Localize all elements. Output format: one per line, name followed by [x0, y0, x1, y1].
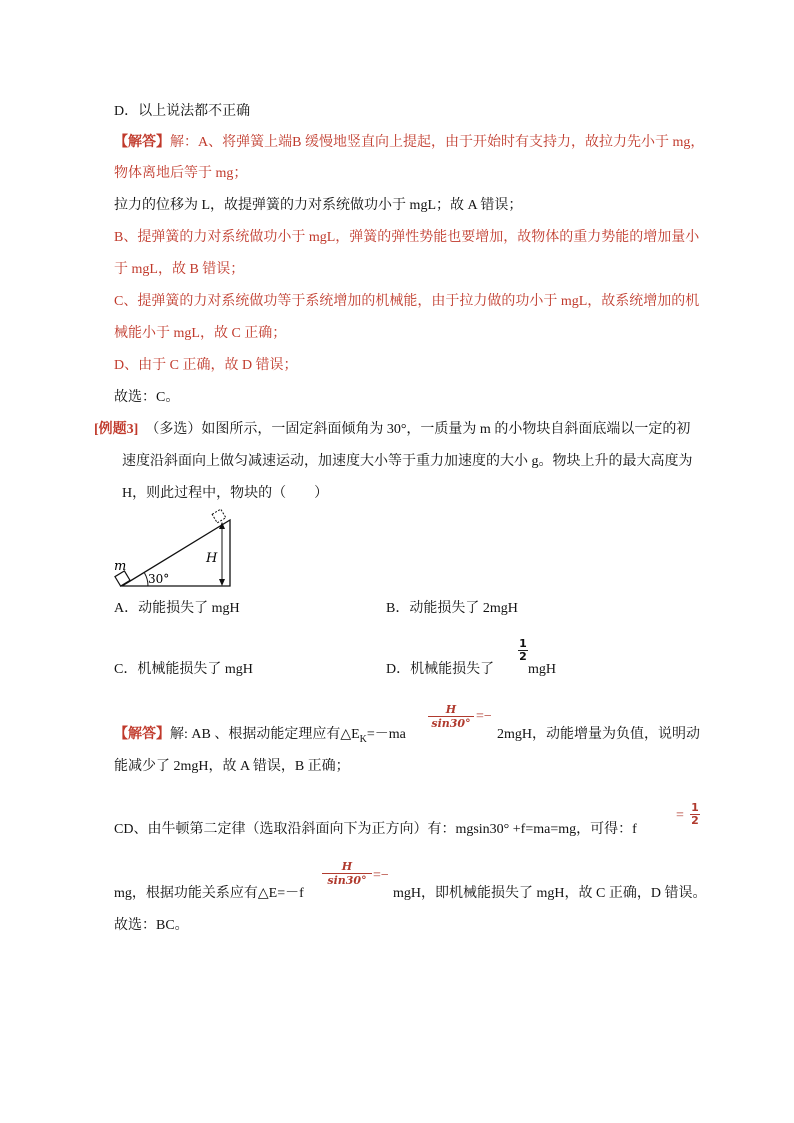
answer-2-text-c: 2mgH，动能增量为负值，说明动 — [497, 727, 700, 742]
half-fraction — [690, 802, 700, 827]
eq-minus-2: =− — [373, 868, 389, 883]
answer-1-line-3: 拉力的位移为 L，故提弹簧的力对系统做功小于 mgL；故 A 错误； — [114, 198, 523, 213]
option-d: D．机械能损失了 — [386, 662, 495, 677]
answer-2-line-2: 能减少了 2mgH，故 A 错误，B 正确； — [114, 759, 350, 774]
fraction-h-sin30-1 — [428, 703, 474, 730]
half-numerator: 1 — [691, 801, 699, 814]
answer-1-line-7: 械能小于 mgL，故 C 正确； — [114, 326, 287, 341]
block-top — [212, 509, 226, 523]
answer-1-line-6: C、提弹簧的力对系统做功等于系统增加的机械能，由于拉力做的功小于 mgL，故系统增加的机 — [114, 294, 700, 309]
answer-2-line-4-end: mgH，即机械能损失了 mgH，故 C 正确，D 错误。 — [393, 886, 707, 901]
option-c: C．机械能损失了 mgH — [114, 662, 253, 677]
half-denominator: 2 — [691, 814, 699, 827]
angle-label: 30° — [148, 572, 170, 586]
eq-half: = — [676, 808, 684, 823]
fraction-2-denominator: sin30° — [327, 874, 367, 887]
option-d-fraction — [518, 638, 528, 663]
answer-1-line-8: D、由于 C 正确，故 D 错误； — [114, 358, 298, 373]
fraction-h-sin30-2 — [322, 860, 372, 887]
question-text-1: （多选）如图所示，一固定斜面倾角为 30°，一质量为 m 的小物块自斜面底端以一定的初 — [145, 422, 691, 437]
option-d-previous: D．以上说法都不正确 — [114, 104, 251, 119]
answer-2-text-b: =－ma — [366, 727, 406, 742]
example-label: [例题3] — [94, 422, 139, 437]
answer-2-line-4: mg，根据功能关系应有△E=－f — [114, 886, 304, 901]
incline-figure — [110, 508, 240, 590]
answer-2-line-1 — [114, 725, 406, 750]
height-arrow-bottom — [219, 579, 225, 586]
option-d-suffix: mgH — [528, 662, 556, 677]
option-d-numerator: 1 — [519, 637, 527, 650]
height-label: H — [206, 551, 218, 566]
answer-tag: 【解答】 — [114, 135, 170, 150]
question-text-2: 速度沿斜面向上做匀减速运动，加速度大小等于重力加速度的大小 g。物块上升的最大高度为 — [122, 454, 693, 469]
answer-1-line-4: B、提弹簧的力对系统做功小于 mgL，弹簧的弹性势能也要增加，故物体的重力势能的增加量小 — [114, 230, 700, 245]
answer-2-text-a: 解: AB 、根据动能定理应有△E — [170, 727, 360, 742]
mass-label: m — [114, 559, 127, 574]
answer-1-line-5: 于 mgL，故 B 错误； — [114, 262, 245, 277]
answer-1-line-1 — [114, 133, 704, 153]
answer-2-tag: 【解答】 — [114, 727, 170, 742]
example-3-line-1 — [94, 420, 690, 440]
fraction-1-denominator: sin30° — [431, 717, 471, 730]
option-a: A．动能损失了 mgH — [114, 601, 240, 616]
answer-1-text-1: 解：A、将弹簧上端B 缓慢地竖直向上提起，由于开始时有支持力，故拉力先小于 mg， — [170, 135, 705, 150]
answer-1-line-2: 物体离地后等于 mg； — [114, 166, 248, 181]
answer-1-line-9: 故选：C。 — [114, 390, 180, 405]
question-text-3: H，则此过程中，物块的（ ） — [122, 486, 329, 501]
eq-minus-1: =− — [476, 709, 492, 724]
ek-subscript: K — [359, 733, 367, 745]
fraction-1-numerator: H — [428, 703, 474, 717]
option-d-denominator: 2 — [519, 650, 527, 663]
option-b: B．动能损失了 2mgH — [386, 601, 518, 616]
answer-2-line-3: CD、由牛顿第二定律（选取沿斜面向下为正方向）有：mgsin30° +f=ma=mg，可得：f — [114, 822, 637, 837]
fraction-2-numerator: H — [322, 860, 372, 874]
answer-2-final: 故选：BC。 — [114, 918, 189, 933]
